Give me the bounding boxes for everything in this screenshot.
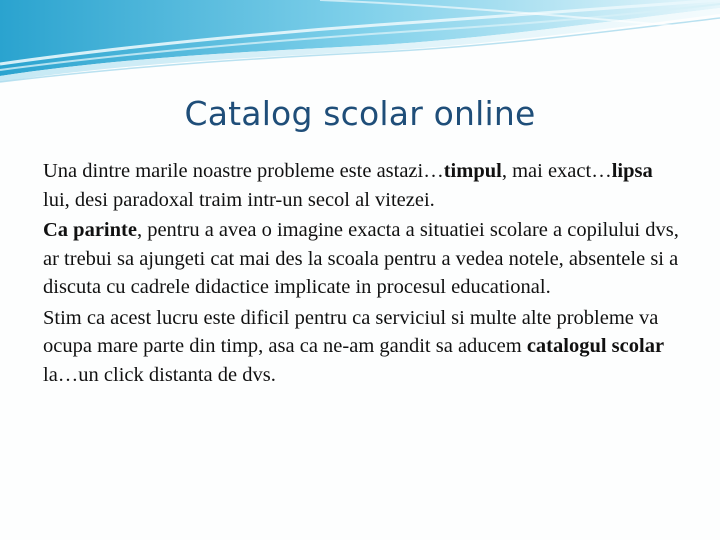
paragraph-1-bold-1: timpul	[443, 160, 502, 182]
paragraph-2-text-1: , pentru a avea o imagine exacta a situatiei scolare a copilului dvs, ar trebui sa ajungeti cat mai des la scoala pentru a vedea notele, absentele si a discuta cu cadrele didactice implicate in procesul educational.	[43, 219, 679, 298]
paragraph-1-text-2: , mai exact…	[501, 160, 612, 182]
paragraph-3-text-1: Stim ca acest lucru este dificil pentru ca serviciul si multe alte probleme va ocupa mare parte din timp, asa ca ne-am gandit sa aducem	[43, 306, 659, 357]
paragraph-1-bold-2: lipsa	[611, 160, 653, 182]
paragraph-3	[43, 304, 683, 390]
paragraph-1-text-3: lui, desi paradoxal traim intr-un secol al vitezei.	[43, 188, 435, 211]
slide-title: Catalog scolar online	[184, 94, 536, 133]
decorative-wave-header	[0, 0, 720, 90]
paragraph-3-bold-1: catalogul scolar	[526, 335, 665, 357]
paragraph-1-text-1: Una dintre marile noastre probleme este astazi…	[43, 160, 444, 182]
paragraph-2-bold-1: Ca parinte	[43, 219, 137, 241]
paragraph-1	[43, 157, 683, 214]
slide-body	[43, 157, 683, 389]
paragraph-2	[43, 216, 683, 302]
paragraph-3-text-2: la…un click distanta de dvs.	[43, 363, 276, 386]
